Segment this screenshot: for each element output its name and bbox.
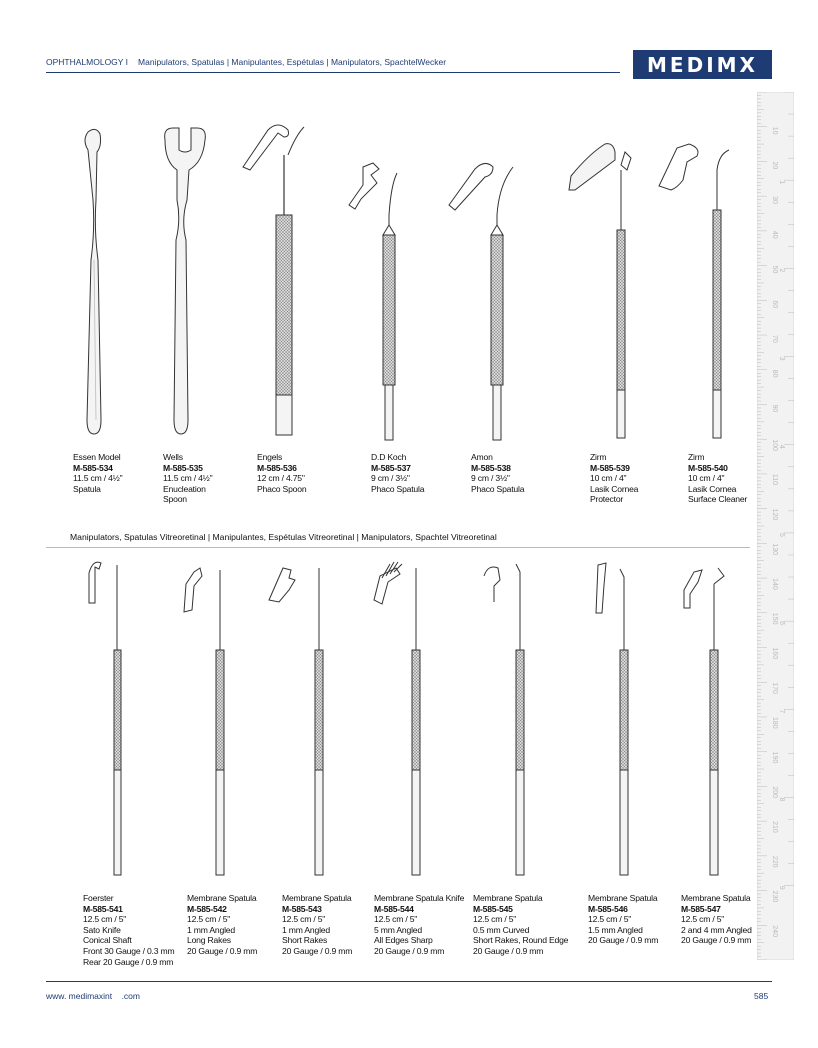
instrument-m-585-538 <box>445 155 525 445</box>
product-code: M-585-538 <box>471 462 511 473</box>
product-code: M-585-541 <box>83 903 123 914</box>
header-rule <box>46 72 620 73</box>
product-name: Essen Model <box>73 452 121 462</box>
ruler-cm-label: 90 <box>771 404 778 413</box>
product-code: M-585-546 <box>588 903 628 914</box>
footer-website-link[interactable]: www. medimaxint .com <box>46 991 140 1001</box>
ruler-cm-label: 20 <box>771 161 778 170</box>
instrument-m-585-537 <box>345 155 405 445</box>
ruler-cm-label: 230 <box>771 890 778 903</box>
ruler-cm-label: 100 <box>771 439 778 451</box>
instrument-m-585-543 <box>265 560 335 880</box>
product-label <box>588 893 658 946</box>
product-size: 11.5 cm / 4½" <box>73 473 123 484</box>
product-desc: All Edges Sharp <box>374 935 433 946</box>
product-desc: Short Rakes, Round Edge <box>473 935 569 946</box>
ruler-inch-label: 2 <box>778 268 785 273</box>
instrument-m-585-545 <box>480 560 540 880</box>
product-label <box>282 893 352 957</box>
product-name: Membrane Spatula <box>187 893 257 903</box>
ruler-cm-label: 40 <box>771 230 778 239</box>
product-label <box>688 452 747 505</box>
ruler-cm-label: 50 <box>771 265 778 274</box>
product-code: M-585-536 <box>257 462 297 473</box>
product-desc: Long Rakes <box>187 935 231 946</box>
ruler-cm-label: 210 <box>771 821 778 833</box>
ruler-cm-label: 220 <box>771 855 778 868</box>
product-code: M-585-534 <box>73 462 113 473</box>
product-desc: Conical Shaft <box>83 935 132 946</box>
ruler-cm-label: 160 <box>771 647 778 660</box>
product-label <box>471 452 524 494</box>
product-desc: 5 mm Angled <box>374 924 422 935</box>
product-code: M-585-545 <box>473 903 513 914</box>
product-size: 11.5 cm / 4½" <box>163 473 213 484</box>
ruler-inch-label: 6 <box>778 621 785 626</box>
instrument-m-585-541 <box>85 555 135 880</box>
product-size: 9 cm / 3½" <box>371 473 410 484</box>
product-desc: Phaco Spoon <box>257 483 307 494</box>
product-desc: 2 and 4 mm Angled <box>681 924 752 935</box>
ruler-cm-label: 150 <box>771 612 778 625</box>
product-name: Membrane Spatula <box>588 893 658 903</box>
ruler-cm-label: 110 <box>771 473 778 486</box>
instrument-m-585-534 <box>70 120 120 440</box>
product-label <box>257 452 306 494</box>
product-name: Wells <box>163 452 183 462</box>
product-size: 12.5 cm / 5" <box>374 914 418 925</box>
ruler-cm-label: 10 <box>771 126 778 135</box>
section-title: OPHTHALMOLOGY I <box>46 57 129 67</box>
product-size: 10 cm / 4" <box>590 473 627 484</box>
product-code: M-585-535 <box>163 462 203 473</box>
product-size: 12.5 cm / 5" <box>83 914 127 925</box>
product-code: M-585-542 <box>187 903 227 914</box>
product-size: 12 cm / 4.75" <box>257 473 305 484</box>
product-desc: Short Rakes <box>282 935 328 946</box>
product-size: 12.5 cm / 5" <box>588 914 632 925</box>
product-code: M-585-543 <box>282 903 322 914</box>
product-code: M-585-547 <box>681 903 721 914</box>
product-size: 10 cm / 4" <box>688 473 725 484</box>
product-label <box>374 893 464 957</box>
measuring-ruler <box>757 92 794 960</box>
product-name: Zirm <box>688 452 705 462</box>
product-label <box>187 893 257 957</box>
product-desc: Enucleation <box>163 483 206 494</box>
product-size: 12.5 cm / 5" <box>282 914 326 925</box>
product-desc: Rear 20 Gauge / 0.9 mm <box>83 956 174 967</box>
product-desc: Spatula <box>73 483 101 494</box>
product-desc: Phaco Spatula <box>471 483 525 494</box>
product-desc: 20 Gauge / 0.9 mm <box>374 945 445 956</box>
product-label <box>371 452 424 494</box>
instrument-m-585-539 <box>565 140 645 440</box>
product-code: M-585-544 <box>374 903 414 914</box>
product-desc: 0.5 mm Curved <box>473 924 530 935</box>
ruler-cm-label: 170 <box>771 682 778 694</box>
ruler-inch-label: 3 <box>778 356 785 361</box>
instrument-m-585-547 <box>680 560 740 880</box>
instrument-m-585-536 <box>238 115 308 445</box>
product-label <box>83 893 174 967</box>
product-name: Amon <box>471 452 493 462</box>
ruler-cm-label: 200 <box>771 786 778 799</box>
product-label <box>163 452 213 505</box>
product-name: Membrane Spatula <box>681 893 751 903</box>
product-size: 12.5 cm / 5" <box>681 914 725 925</box>
product-name: Engels <box>257 452 283 462</box>
product-code: M-585-540 <box>688 462 728 473</box>
ruler-cm-label: 80 <box>771 369 778 378</box>
ruler-cm-label: 140 <box>771 578 778 590</box>
instrument-m-585-542 <box>180 560 230 880</box>
ruler-inch-label: 5 <box>778 532 785 537</box>
header-subtitle: Manipulators, Spatulas | Manipulantes, Espétulas | Manipulators, SpachtelWecker <box>138 57 447 67</box>
product-desc: 1 mm Angled <box>282 924 330 935</box>
section-heading: Manipulators, Spatulas Vitreoretinal | Manipulantes, Espétulas Vitreoretinal | Manipulators, Spachtel Vitreoretinal <box>70 532 497 542</box>
product-label <box>590 452 638 505</box>
page-header <box>46 57 446 67</box>
ruler-inch-label: 1 <box>778 180 785 185</box>
section-rule <box>46 547 750 548</box>
instrument-m-585-546 <box>590 555 640 880</box>
ruler-inch-label: 9 <box>778 885 785 890</box>
ruler-cm-label: 180 <box>771 716 778 729</box>
product-size: 12.5 cm / 5" <box>473 914 517 925</box>
ruler-cm-label: 240 <box>771 925 778 937</box>
product-desc: Phaco Spatula <box>371 483 425 494</box>
ruler-inch-label: 8 <box>778 797 785 802</box>
product-desc: Lasik Cornea <box>590 483 639 494</box>
product-desc: 20 Gauge / 0.9 mm <box>187 945 258 956</box>
product-size: 9 cm / 3½" <box>471 473 510 484</box>
product-name: Zirm <box>590 452 607 462</box>
ruler-cm-label: 190 <box>771 751 778 764</box>
product-desc: 1 mm Angled <box>187 924 235 935</box>
footer-rule <box>46 981 772 982</box>
product-desc: 1.5 mm Angled <box>588 924 643 935</box>
ruler-inch-label: 7 <box>778 709 785 714</box>
product-name: Membrane Spatula <box>282 893 352 903</box>
product-label <box>473 893 568 957</box>
product-name: D.D Koch <box>371 452 407 462</box>
ruler-cm-label: 60 <box>771 300 778 309</box>
logo-text: MEDIMX <box>647 52 758 77</box>
product-desc: Surface Cleaner <box>688 494 748 505</box>
product-code: M-585-537 <box>371 462 411 473</box>
product-desc: 20 Gauge / 0.9 mm <box>588 935 659 946</box>
product-size: 12.5 cm / 5" <box>187 914 231 925</box>
product-desc: Protector <box>590 494 624 505</box>
instrument-m-585-540 <box>655 140 735 440</box>
ruler-inch-label: 4 <box>778 444 785 449</box>
ruler-cm-label: 130 <box>771 543 778 556</box>
product-name: Foerster <box>83 893 114 903</box>
ruler-cm-label: 70 <box>771 335 778 343</box>
product-desc: Sato Knife <box>83 924 121 935</box>
product-desc: Spoon <box>163 494 187 505</box>
brand-logo <box>633 50 772 79</box>
product-label <box>73 452 123 494</box>
product-code: M-585-539 <box>590 462 630 473</box>
product-desc: Lasik Cornea <box>688 483 737 494</box>
page-number: 585 <box>754 991 769 1001</box>
ruler-cm-label: 30 <box>771 196 778 204</box>
product-name: Membrane Spatula Knife <box>374 893 465 903</box>
product-label <box>681 893 752 946</box>
instrument-m-585-535 <box>155 120 215 440</box>
instrument-m-585-544 <box>370 560 430 880</box>
product-name: Membrane Spatula <box>473 893 543 903</box>
product-desc: 20 Gauge / 0.9 mm <box>282 945 353 956</box>
product-desc: 20 Gauge / 0.9 mm <box>473 945 544 956</box>
product-desc: 20 Gauge / 0.9 mm <box>681 935 752 946</box>
ruler-cm-label: 120 <box>771 508 778 521</box>
product-desc: Front 30 Gauge / 0.3 mm <box>83 945 175 956</box>
